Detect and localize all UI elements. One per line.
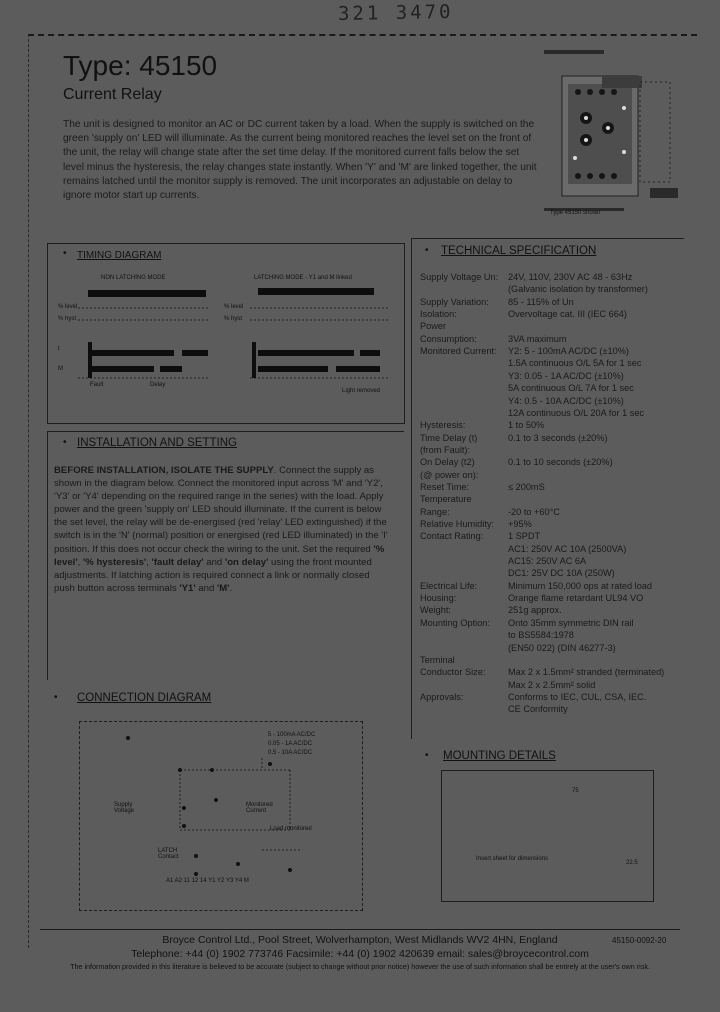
- install-bold-on: 'on delay': [224, 556, 269, 568]
- spec-value: 1 to 50%: [508, 420, 545, 431]
- conn-monitored-label: Monitored Current: [246, 802, 273, 814]
- conn-range-3: 0.5 - 10A AC/DC: [268, 750, 313, 756]
- spec-value: 24V, 110V, 230V AC 48 - 63Hz: [508, 272, 633, 282]
- spec-value: AC1: 250V AC 10A (2500VA): [508, 543, 627, 554]
- spec-value: Conforms to IEC, CUL, CSA, IEC.: [508, 691, 647, 702]
- install-text-1: . Connect the supply as shown in the diagram below. Connect the monitored input across 'M' and 'Y2', 'Y3' or 'Y4' depending on the required range in the series) with the load. Apply power and the green 'supply on' LED should illuminate. If the current is below the set level, the relay will be de-energised (red 'relay' LED extinguished) if the switch is in the 'N' (normal) position or energised (red LED illuminated) in the 'I' position. If this does not occur check the wiring to the unit. Set the required: [54, 465, 388, 555]
- spec-value: 251g approx.: [508, 605, 562, 616]
- spec-value: 85 - 115% of Un: [508, 296, 574, 307]
- timing-heading: TIMING DIAGRAM: [77, 250, 162, 261]
- install-text-3: ,: [146, 556, 152, 568]
- spec-label: Power: [420, 321, 447, 332]
- spec-label: Supply Voltage Un:: [420, 272, 499, 282]
- install-bold-level: '% level': [54, 543, 385, 568]
- spec-label: Isolation:: [420, 309, 457, 320]
- spec-label: Approvals:: [420, 691, 464, 702]
- spec-label: On Delay (t2): [420, 457, 475, 468]
- page-title: Type: 45150: [63, 50, 218, 81]
- conn-load-label: Load monitored: [270, 826, 312, 832]
- spec-label: Reset Time:: [420, 481, 470, 492]
- timing-diagram-box: [47, 243, 405, 424]
- timing-label-delay: Delay: [150, 382, 166, 388]
- spec-value: 5A continuous O/L 7A for 1 sec: [508, 383, 634, 394]
- spec-label: Electrical Life:: [420, 580, 478, 591]
- installation-heading: INSTALLATION AND SETTING: [77, 437, 237, 449]
- spec-value: Y3: 0.05 - 1A AC/DC (±10%): [508, 370, 624, 381]
- install-bold-y1: 'Y1': [179, 582, 196, 594]
- install-text-5: using the front mounted adjustments. If latching action is required connect a link or normally closed push button across terminals: [54, 556, 372, 594]
- footer-rule: [40, 929, 680, 930]
- spec-value: ≤ 200mS: [508, 481, 545, 492]
- mounting-note: Insert sheet for dimensions: [476, 856, 549, 862]
- spec-label: (from Fault):: [420, 444, 471, 455]
- spec-value: to BS5584:1978: [508, 630, 574, 641]
- relay-unit-image: [540, 48, 686, 218]
- intro-paragraph: The unit is designed to monitor an AC or DC current taken by a load. When the supply is switched on the green 'supply on' LED will illuminate. As the current being monitored reaches the level set on the front of the unit, the relay will change state after the set time delay. If the monitored current falls below the set level minus the hysteresis, the relay changes state instantly. When 'Y' and 'M' are linked together, the unit remains latched until the monitor supply is removed. The unit incorporates an adjustable on delay to ignore motor start up currents.: [63, 119, 537, 202]
- conn-terminal-labels: A1 A2 11 12 14 Y1 Y2 Y3 Y4 M: [166, 878, 249, 884]
- spec-value: 1.5A continuous O/L 5A for 1 sec: [508, 358, 642, 369]
- install-bold-fault: 'fault delay': [151, 556, 204, 568]
- spec-label: Hysteresis:: [420, 420, 466, 431]
- footer-contact: Telephone: +44 (0) 1902 773746 Facsimile: +44 (0) 1902 420639 email: sales@broycecontrol.com: [131, 948, 589, 960]
- spec-label: Temperature: [420, 494, 472, 505]
- spec-value: AC15: 250V AC 6A: [508, 556, 587, 567]
- spec-label: Housing:: [420, 593, 457, 604]
- conn-range-2: 0.05 - 1A AC/DC: [268, 741, 313, 747]
- timing-label-fault: Fault: [90, 382, 104, 388]
- mounting-dim-right: 22.5: [626, 860, 638, 866]
- spec-value: Max 2 x 1.5mm² stranded (terminated): [508, 667, 665, 678]
- spec-heading: TECHNICAL SPECIFICATION: [441, 245, 597, 257]
- timing-label-level: % level: [58, 304, 78, 310]
- spec-value: Y2: 5 - 100mA AC/DC (±10%): [508, 346, 629, 357]
- spec-value: -20 to +60°C: [508, 506, 560, 517]
- spec-value: Overvoltage cat. III (IEC 664): [508, 309, 627, 320]
- footer-ref: 45150-0092-20: [612, 936, 667, 945]
- page-subtitle: Current Relay: [63, 86, 162, 103]
- timing-bullet: •: [63, 248, 67, 259]
- mounting-box: [441, 770, 654, 902]
- spec-value: +95%: [508, 519, 532, 529]
- conn-latch-label: LATCH Contact: [158, 848, 179, 860]
- spec-value: 3VA maximum: [508, 333, 567, 344]
- spec-value: 0.1 to 3 seconds (±20%): [508, 432, 608, 443]
- spec-label: Contact Rating:: [420, 531, 484, 542]
- spec-value: Orange flame retardant UL94 VO: [508, 593, 644, 604]
- install-bold-m: 'M': [216, 582, 230, 594]
- spec-value: Minimum 150,000 ops at rated load: [508, 580, 653, 591]
- spec-label: Conductor Size:: [420, 667, 486, 678]
- timing-label-t: t: [58, 346, 60, 352]
- isolate-warning: BEFORE INSTALLATION, ISOLATE THE SUPPLY: [54, 465, 274, 476]
- timing-label-hyst-r: % hyst: [224, 316, 243, 322]
- footer-address: Broyce Control Ltd., Pool Street, Wolverhampton, West Midlands WV2 4HN, England: [162, 934, 558, 946]
- installation-text: [54, 464, 388, 595]
- spec-label: Relative Humidity:: [420, 519, 495, 529]
- timing-label-level-r: % level: [224, 304, 244, 310]
- spec-label: Terminal: [420, 654, 455, 665]
- mounting-dim-top: 75: [572, 788, 579, 794]
- timing-label-hyst: % hyst: [58, 316, 77, 322]
- conn-range-1: 5 - 100mA AC/DC: [268, 732, 316, 738]
- product-photo: [540, 48, 686, 218]
- spec-value: (Galvanic isolation by transformer): [508, 284, 648, 295]
- spec-label: Range:: [420, 506, 450, 517]
- timing-mode-left: NON LATCHING MODE: [101, 275, 166, 281]
- install-bold-hyst: '% hysteresis': [82, 556, 147, 568]
- spec-value: Max 2 x 2.5mm² solid: [508, 679, 596, 690]
- spec-label: Consumption:: [420, 333, 477, 344]
- spec-value: Y4: 0.5 - 10A AC/DC (±10%): [508, 395, 624, 406]
- install-text-6: and: [195, 582, 217, 594]
- spec-label: Monitored Current:: [420, 346, 497, 357]
- mounting-heading: MOUNTING DETAILS: [443, 750, 556, 762]
- conn-supply-label: Supply Voltage: [114, 802, 135, 814]
- connection-heading: CONNECTION DIAGRAM: [77, 692, 212, 704]
- spec-value: DC1: 25V DC 10A (250W): [508, 568, 615, 579]
- spec-label: Weight:: [420, 605, 451, 616]
- spec-label: Mounting Option:: [420, 617, 490, 628]
- install-text-4: and: [203, 556, 225, 568]
- timing-label-footer: Light removed: [342, 388, 381, 394]
- spec-value: (EN50 022) (DIN 46277-3): [508, 642, 616, 653]
- install-text-2: ,: [77, 556, 83, 568]
- timing-label-m: M: [58, 366, 63, 372]
- spec-label: (@ power on):: [420, 469, 479, 480]
- spec-value: 12A continuous O/L 20A for 1 sec: [508, 407, 645, 418]
- connection-bullet: •: [54, 692, 58, 703]
- spec-value: 1 SPDT: [508, 531, 541, 542]
- mounting-bullet: •: [425, 750, 429, 761]
- photo-caption: Type 45150 shown: [550, 210, 601, 216]
- installation-bullet: •: [63, 437, 67, 448]
- spec-value: Onto 35mm symmetric DIN rail: [508, 617, 634, 628]
- spec-value: CE Conformity: [508, 704, 568, 715]
- spec-label: Supply Variation:: [420, 296, 489, 307]
- timing-mode-right: LATCHING MODE - Y1 and M linked: [254, 275, 352, 281]
- footer-disclaimer: The information provided in this literature is believed to be accurate (subject to change without prior notice) however the use of such information shall be entirely at the user's own risk.: [70, 962, 650, 971]
- spec-value: 0.1 to 10 seconds (±20%): [508, 457, 613, 468]
- spec-label: Time Delay (t): [420, 432, 478, 443]
- install-text-7: .: [229, 582, 233, 594]
- spec-bullet: •: [425, 245, 429, 256]
- handwritten-note: 321 3470: [337, 0, 454, 26]
